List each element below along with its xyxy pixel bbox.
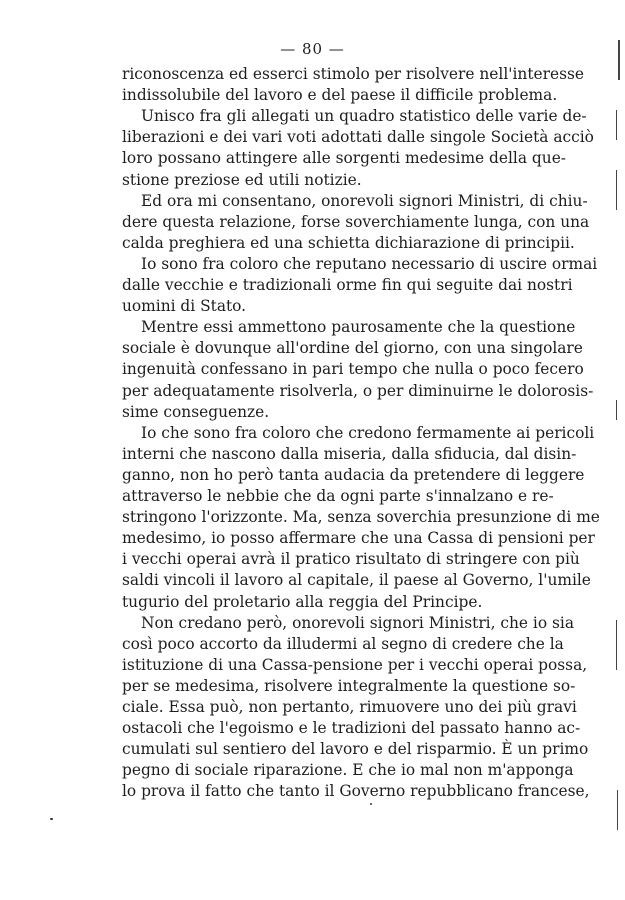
scan-edge-mark: [616, 170, 617, 210]
scan-speck: [370, 803, 372, 805]
text-line: i vecchi operai avrà il pratico risultato di stringere con più: [122, 550, 580, 569]
text-line: lo prova il fatto che tanto il Governo repubblicano francese,: [122, 782, 590, 801]
scan-edge-mark: [616, 400, 617, 420]
page-number: — 80 —: [280, 40, 345, 58]
text-line: Io che sono fra coloro che credono fermamente ai pericoli: [141, 423, 595, 442]
text-line: tugurio del proletario alla reggia del Principe.: [122, 592, 483, 611]
scan-speck: [50, 818, 53, 820]
scan-edge-mark: [616, 620, 617, 670]
text-line: così poco accorto da illudermi al segno di credere che la: [122, 634, 564, 653]
text-line: sociale è dovunque all'ordine del giorno, con una singolare: [122, 339, 583, 358]
text-line: cumulati sul sentiero del lavoro e del risparmio. È un primo: [122, 740, 589, 759]
text-line: dere questa relazione, forse soverchiamente lunga, con una: [122, 212, 590, 231]
text-line: istituzione di una Cassa-pensione per i vecchi operai possa,: [122, 655, 588, 674]
text-line: pegno di sociale riparazione. E che io mal non m'apponga: [122, 761, 574, 780]
scan-edge-mark: [617, 790, 618, 830]
text-line: liberazioni e dei vari voti adottati dalle singole Società acciò: [122, 128, 594, 147]
text-line: per adequatamente risolverla, o per diminuirne le dolorosis-: [122, 381, 594, 400]
text-line: ingenuità confessano in pari tempo che nulla o poco fecero: [122, 360, 584, 379]
text-line: Non credano però, onorevoli signori Ministri, che io sia: [141, 613, 574, 632]
text-line: interni che nascono dalla miseria, dalla sfiducia, dal disin-: [122, 444, 577, 463]
text-line: sime conseguenze.: [122, 402, 270, 421]
text-line: uomini di Stato.: [122, 297, 247, 316]
text-line: indissolubile del lavoro e del paese il difficile problema.: [122, 86, 558, 105]
text-line: Unisco fra gli allegati un quadro statistico delle varie de-: [141, 107, 587, 126]
text-line: ostacoli che l'egoismo e le tradizioni del passato hanno ac-: [122, 719, 581, 738]
scan-edge-mark: [618, 40, 620, 80]
text-line: dalle vecchie e tradizionali orme fin qui seguite dai nostri: [122, 276, 573, 294]
text-line: per se medesima, risolvere integralmente la questione so-: [122, 676, 576, 695]
text-line: Ed ora mi consentano, onorevoli signori Ministri, di chiu-: [141, 191, 588, 210]
text-line: loro possano attingere alle sorgenti medesime della que-: [122, 149, 566, 168]
text-line: riconoscenza ed esserci stimolo per risolvere nell'interesse: [122, 65, 584, 83]
scan-edge-mark: [616, 110, 617, 140]
text-line: stringono l'orizzonte. Ma, senza soverchia presunzione di me: [122, 508, 600, 527]
text-line: Mentre essi ammettono paurosamente che la questione: [141, 318, 576, 337]
text-line: ganno, non ho però tanta audacia da pretendere di leggere: [122, 465, 585, 484]
text-line: attraverso le nebbie che da ogni parte s'innalzano e re-: [122, 487, 554, 505]
text-line: medesimo, io posso affermare che una Cassa di pensioni per: [122, 529, 595, 548]
text-line: calda preghiera ed una schietta dichiarazione di principii.: [122, 233, 575, 252]
text-line: saldi vincoli il lavoro al capitale, il paese al Governo, l'umile: [122, 571, 591, 590]
text-line: ciale. Essa può, non pertanto, rimuovere uno dei più gravi: [122, 698, 577, 716]
text-line: Io sono fra coloro che reputano necessario di uscire ormai: [141, 254, 598, 273]
text-line: stione preziose ed utili notizie.: [122, 170, 362, 189]
